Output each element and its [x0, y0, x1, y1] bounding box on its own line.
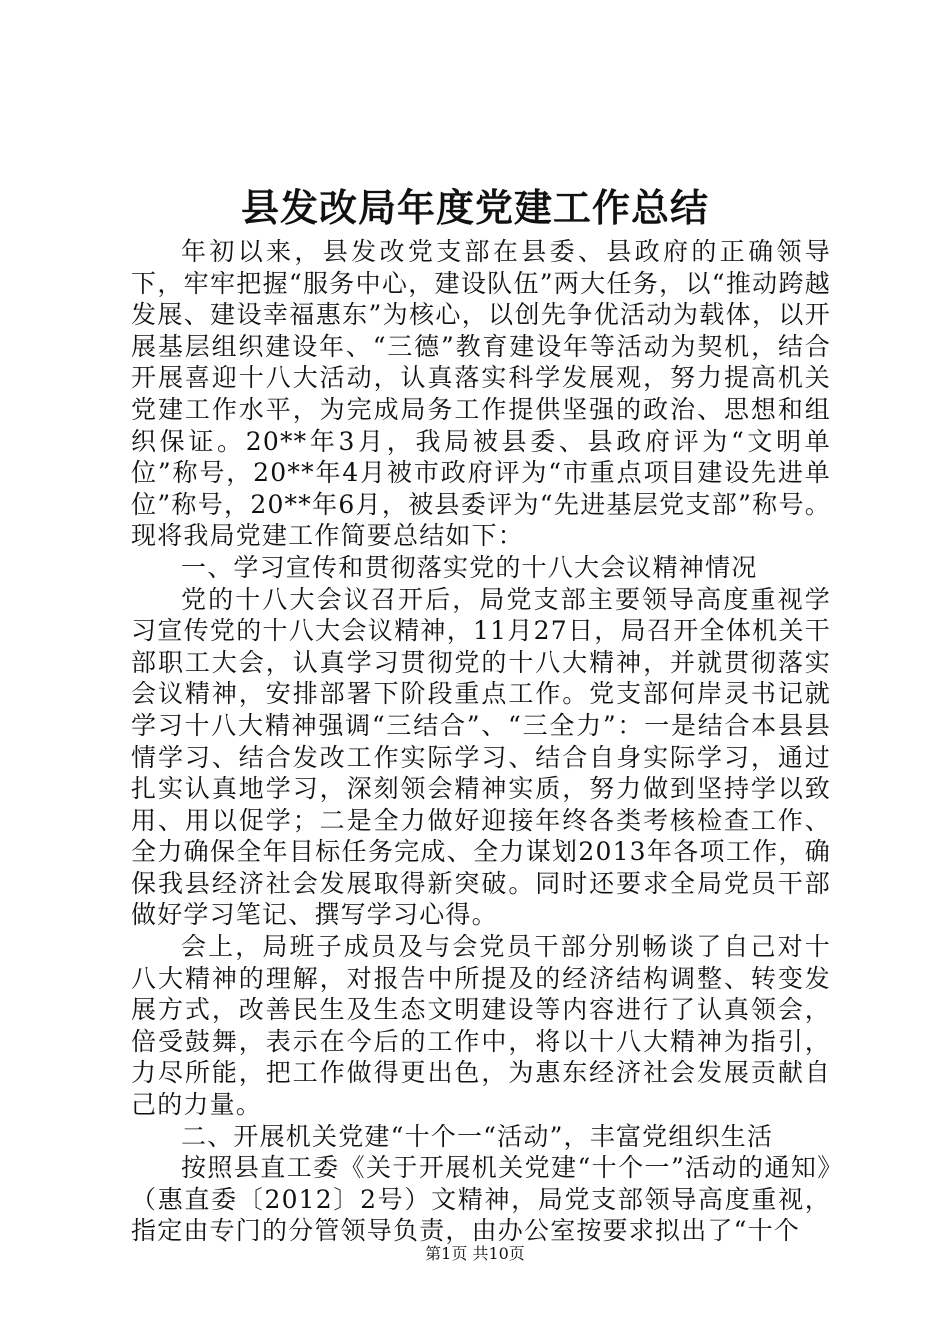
intro-paragraph: 年初以来，县发改党支部在县委、县政府的正确领导下，牢牢把握“服务中心，建设队伍”两大任务，以“推动跨越发展、建设幸福惠东”为核心，以创先争优活动为载体，以开展基层组织建设年、“三德”教育建设年等活动为契机，结合开展喜迎十八大活动，认真落实科学发展观，努力提高机关党建工作水平，为完成局务工作提供坚强的政治、思想和组织保证。20**年3月，我局被县委、县政府评为“文明单位”称号，20**年4月被市政府评为“市重点项目建设先进单位”称号，20**年6月，被县委评为“先进基层党支部”称号。现将我局党建工作简要总结如下： — [131, 237, 831, 551]
section-heading-2: 二、开展机关党建“十个一“活动”，丰富党组织生活 — [181, 1121, 774, 1151]
document-body — [131, 236, 831, 1247]
document-title: 县发改局年度党建工作总结 — [240, 185, 709, 230]
section-1-paragraph-1: 党的十八大会议召开后，局党支部主要领导高度重视学习宣传党的十八大会议精神，11月27日，局召开全体机关干部职工大会，认真学习贯彻党的十八大精神，并就贯彻落实会议精神，安排部署下阶段重点工作。党支部何岸灵书记就学习十八大精神强调“三结合”、“三全力”：一是结合本县县情学习、结合发改工作实际学习、结合自身实际学习，通过扎实认真地学习，深刻领会精神实质，努力做到坚持学以致用、用以促学；二是全力做好迎接年终各类考核检查工作、全力确保全年目标任务完成、全力谋划2013年各项工作，确保我县经济社会发展取得新突破。同时还要求全局党员干部做好学习笔记、撰写学习心得。 — [131, 584, 831, 930]
section-2-paragraph-1: 按照县直工委《关于开展机关党建“十个一”活动的通知》（惠直委〔2012〕2号）文精神，局党支部领导高度重视，指定由专门的分管领导负责，由办公室按要求拟出了“十个 — [131, 1153, 831, 1246]
section-1-paragraph-2: 会上，局班子成员及与会党员干部分别畅谈了自己对十八大精神的理解，对报告中所提及的经济结构调整、转变发展方式，改善民生及生态文明建设等内容进行了认真领会，倍受鼓舞，表示在今后的工作中，将以十八大精神为指引，力尽所能，把工作做得更出色，为惠东经济社会发展贡献自己的力量。 — [131, 932, 831, 1120]
section-heading-1: 一、学习宣传和贯彻落实党的十八大会议精神情况 — [181, 552, 758, 582]
page-footer: 第1页 共10页 — [425, 1244, 525, 1263]
